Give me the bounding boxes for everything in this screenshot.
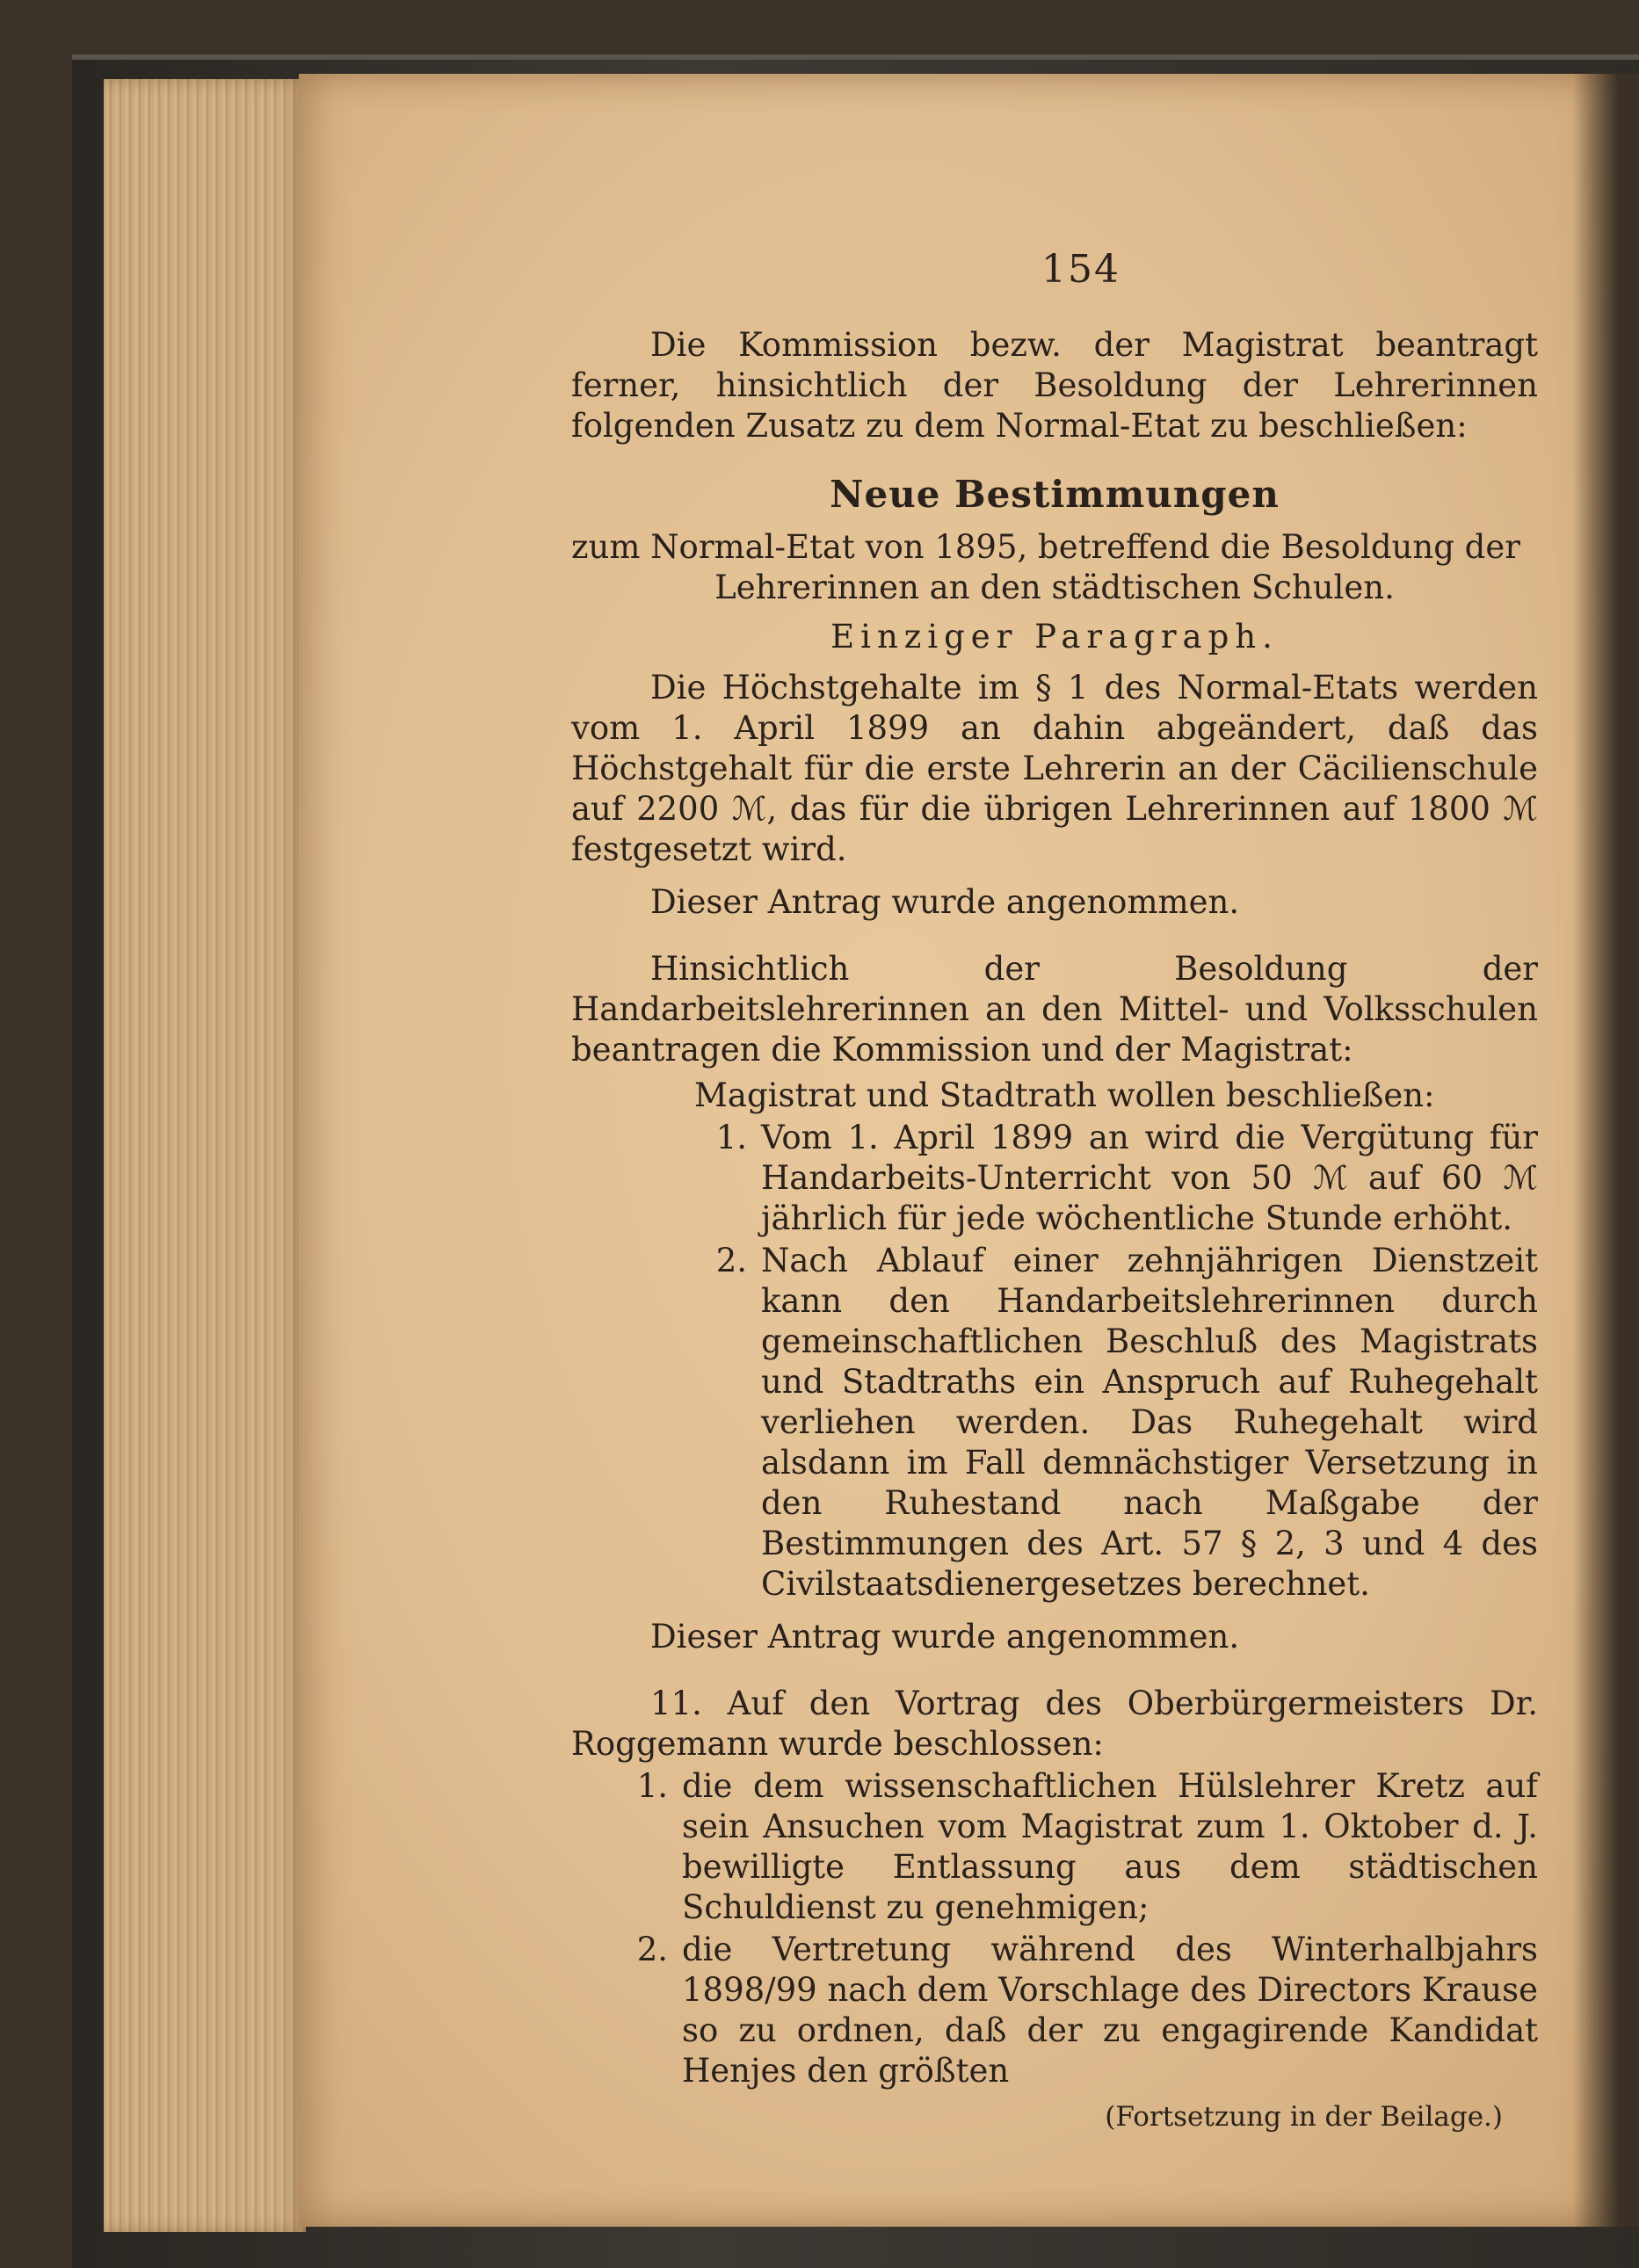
gutter-shadow	[1573, 74, 1639, 2227]
subtitle-line-2: Lehrerinnen an den städtischen Schulen.	[714, 569, 1395, 606]
accepted-note-1: Dieser Antrag wurde angenommen.	[650, 883, 1240, 921]
item-text: Vom 1. April 1899 an wird die Vergütung für Handarbeits-Unterricht von 50 ℳ auf 60 ℳ jährlich für jede wöchentliche Stunde erhöht.	[761, 1119, 1538, 1237]
handwork-intro: Hinsichtlich der Besoldung der Handarbeitslehrerinnen an den Mittel- und Volksschulen beantragen die Kommission und der Magistrat:	[571, 950, 1538, 1069]
resolve-line: Magistrat und Stadtrath wollen beschließen:	[694, 1076, 1435, 1114]
item-number: 1.	[715, 1119, 747, 1156]
continuation-note: (Fortsetzung in der Beilage.)	[1105, 2101, 1503, 2133]
subtitle-line-1: zum Normal-Etat von 1895, betreffend die Besoldung der	[571, 528, 1520, 566]
page-text	[571, 228, 1538, 2137]
item-11-paragraph: 11. Auf den Vortrag des Oberbürgermeisters Dr. Roggemann wurde beschlossen:	[571, 1685, 1538, 1763]
handwork-item	[571, 1241, 1538, 1605]
paragraph-text: Die Höchstgehalte im § 1 des Normal-Etats werden vom 1. April 1899 an dahin abgeändert, daß das Höchstgehalt für die erste Lehrerin an der Cäcilienschule auf 2200 ℳ, das für die übrigen Lehrerinnen auf 1800 ℳ festgesetzt wird.	[571, 669, 1538, 868]
item-number: 2.	[715, 1242, 747, 1279]
intro-paragraph: Die Kommission bezw. der Magistrat beantragt ferner, hinsichtlich der Besoldung der Lehrerinnen folgenden Zusatz zu dem Normal-Etat zu beschließen:	[571, 326, 1538, 445]
decision-item	[571, 1766, 1538, 1928]
handwork-item	[571, 1118, 1538, 1239]
item-number: 1.	[636, 1767, 668, 1805]
item-number: 2.	[636, 1931, 668, 1968]
item-text: die dem wissenschaftlichen Hülslehrer Kretz auf sein Ansuchen vom Magistrat zum 1. Oktober d. J. bewilligte Entlassung aus dem städtischen Schuldienst zu genehmigen;	[682, 1767, 1538, 1926]
paragraph-title: Einziger Paragraph.	[830, 618, 1279, 656]
decision-item	[571, 1930, 1538, 2091]
item-text: Nach Ablauf einer zehnjährigen Dienstzeit kann den Handarbeitslehrerinnen durch gemeinschaftlichen Beschluß des Magistrats und Stadtraths ein Anspruch auf Ruhegehalt verliehen werden. Das Ruhegehalt wird alsdann im Fall demnächstiger Versetzung in den Ruhestand nach Maßgabe der Bestimmungen des Art. 57 § 2, 3 und 4 des Civilstaatsdienergesetzes berechnet.	[761, 1242, 1538, 1603]
accepted-note-2: Dieser Antrag wurde angenommen.	[650, 1618, 1240, 1656]
page-edges	[104, 79, 306, 2232]
section-heading: Neue Bestimmungen	[830, 473, 1280, 516]
page-number: 154	[1041, 247, 1120, 292]
item-text: die Vertretung während des Winterhalbjahrs 1898/99 nach dem Vorschlage des Directors Krause so zu ordnen, daß der zu engagirende Kandidat Henjes den größten	[682, 1931, 1538, 2090]
